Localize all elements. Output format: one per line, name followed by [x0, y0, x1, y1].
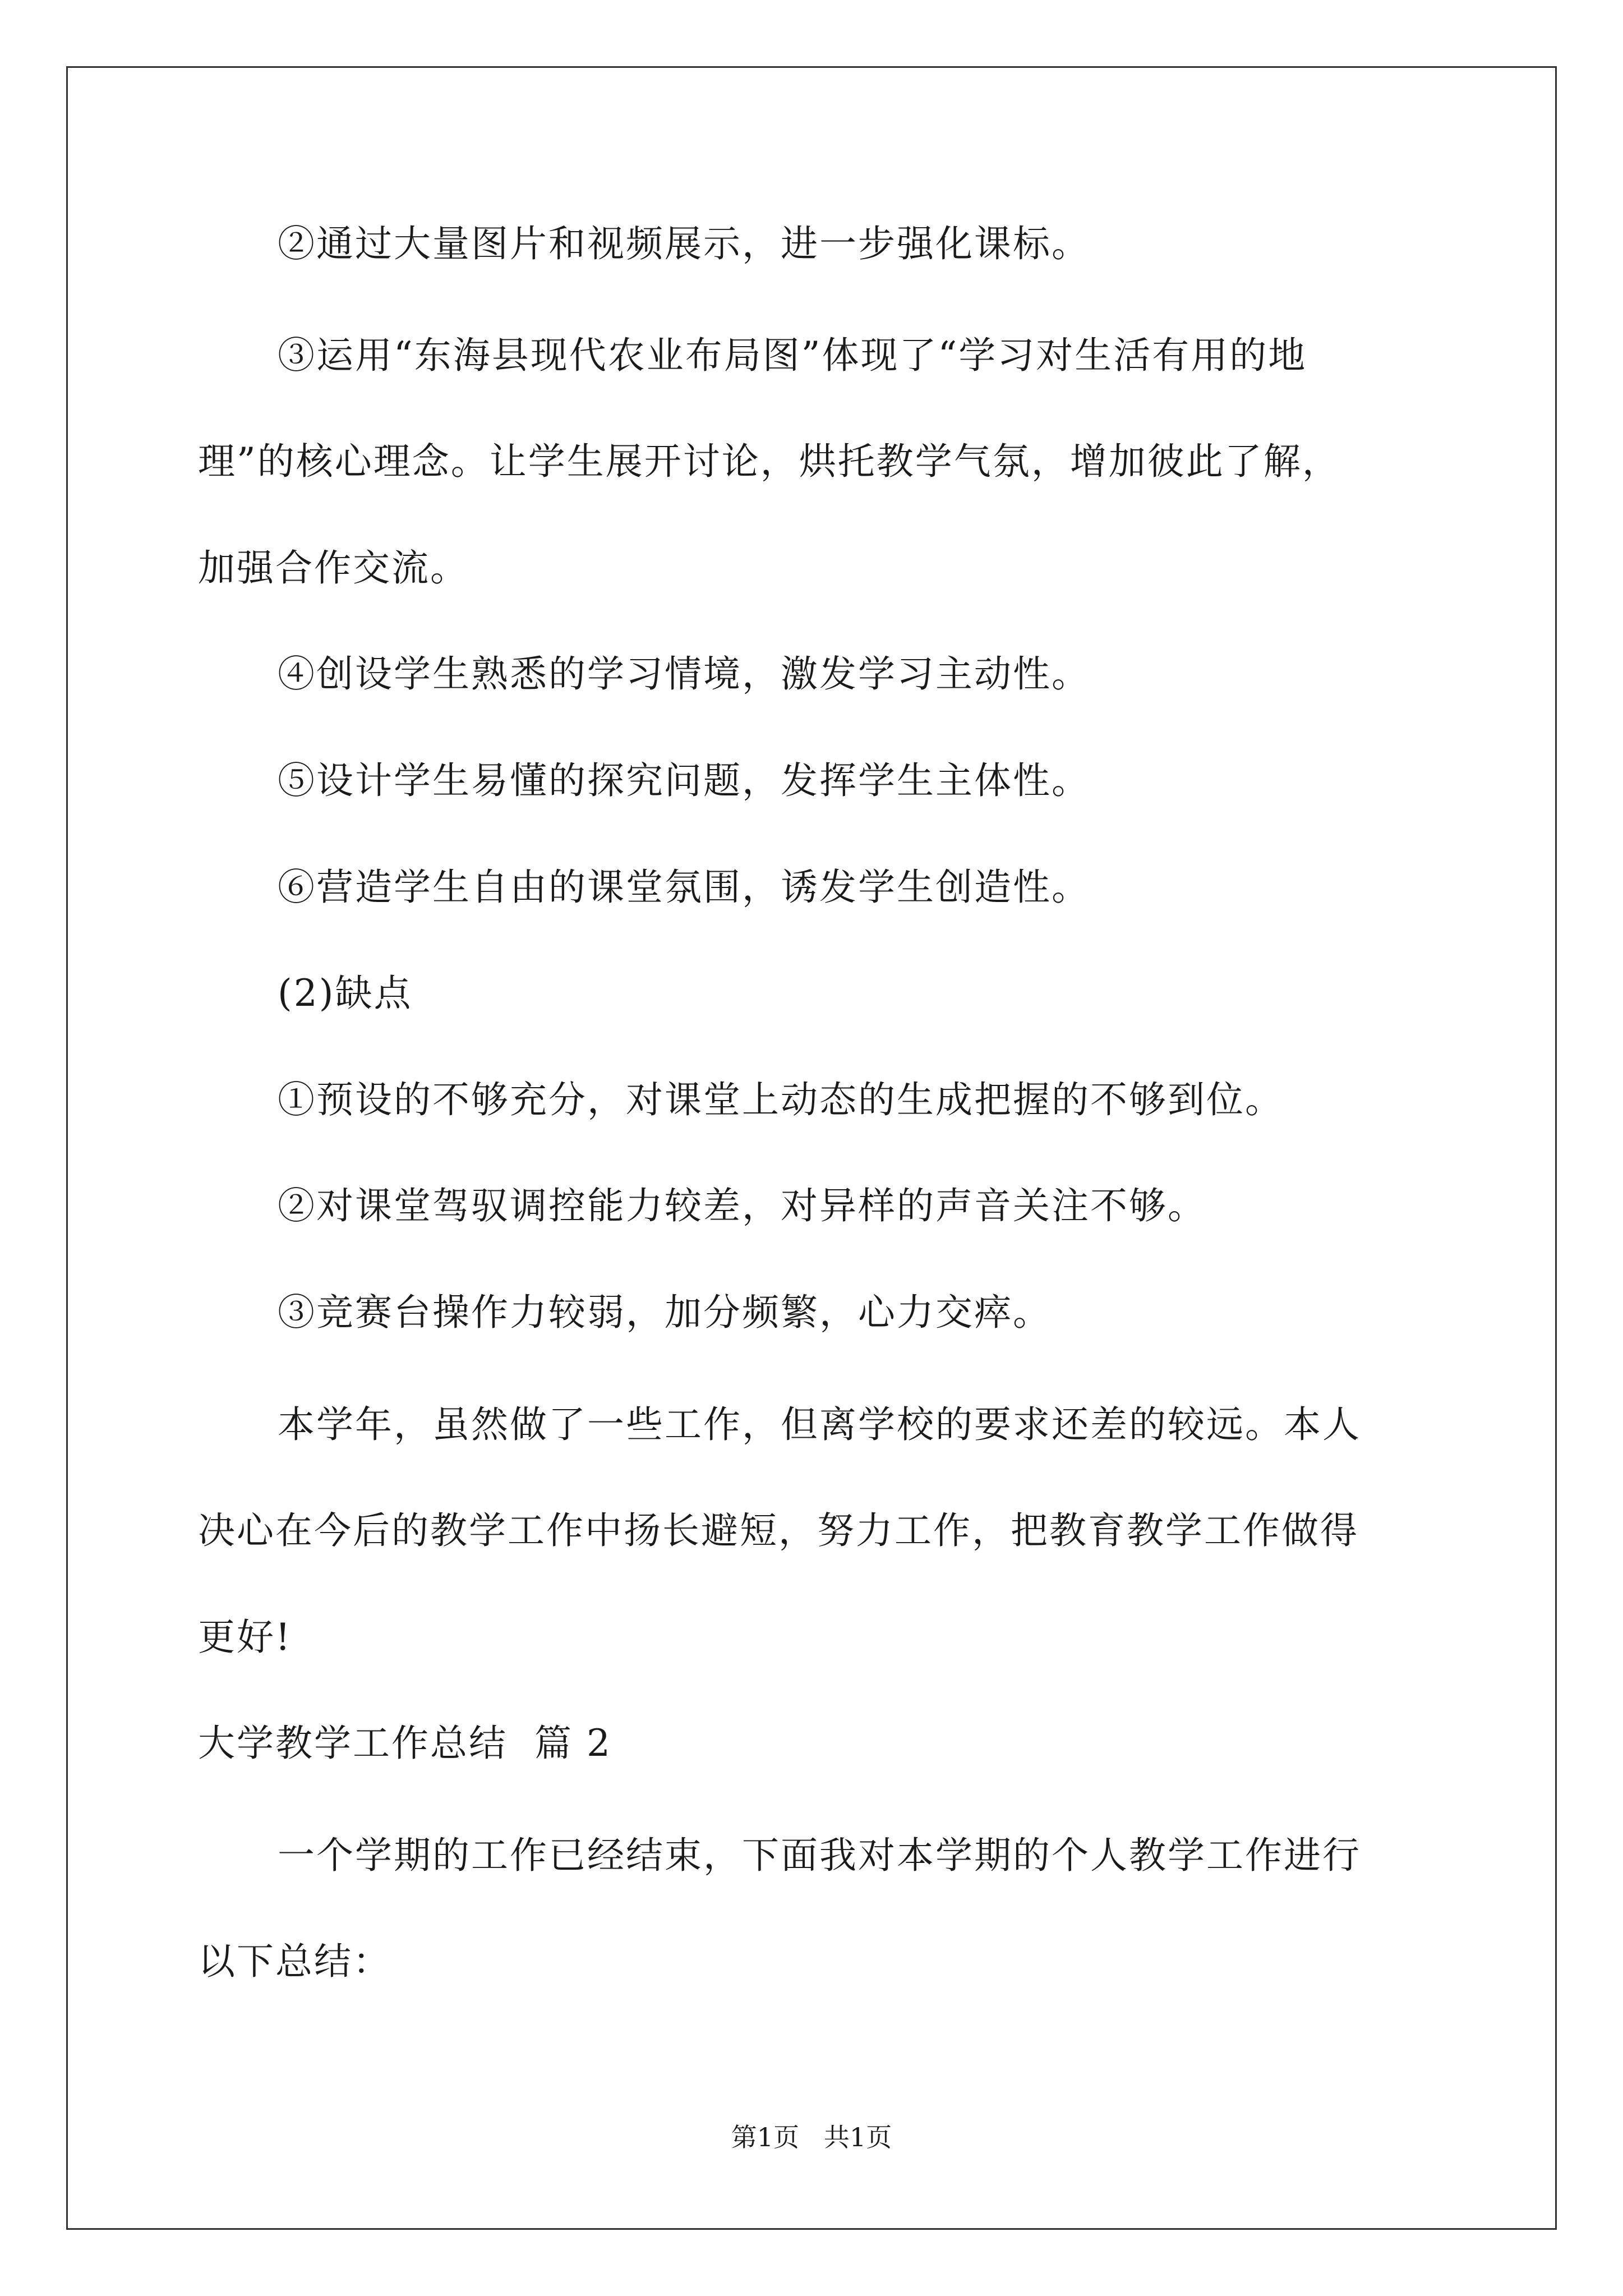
paragraph-line: ③运用“东海县现代农业布局图”体现了“学习对生活有用的地 — [278, 334, 1307, 377]
paragraph-line: 本学年，虽然做了一些工作，但离学校的要求还差的较远。本人 — [278, 1403, 1361, 1446]
paragraph-line: 加强合作交流。 — [198, 546, 469, 590]
paragraph-line: ①预设的不够充分，对课堂上动态的生成把握的不够到位。 — [278, 1078, 1284, 1121]
paragraph-line: 以下总结： — [198, 1940, 391, 1983]
paragraph-line: ⑥营造学生自由的课堂氛围，诱发学生创造性。 — [278, 866, 1090, 909]
paragraph-line: 决心在今后的教学工作中扬长避短，努力工作，把教育教学工作做得 — [198, 1509, 1359, 1552]
paragraph-line: 理”的核心理念。让学生展开讨论，烘托教学气氛，增加彼此了解， — [198, 440, 1341, 483]
paragraph-line: 更好! — [198, 1616, 292, 1659]
section-heading: (2)缺点 — [278, 972, 413, 1015]
page-footer: 第1页 共1页 — [731, 2122, 892, 2152]
page-border — [66, 66, 1557, 2230]
paragraph-line: 一个学期的工作已经结束，下面我对本学期的个人教学工作进行 — [278, 1834, 1361, 1877]
paragraph-line: ②通过大量图片和视频展示，进一步强化课标。 — [278, 222, 1090, 265]
paragraph-line: ⑤设计学生易懂的探究问题，发挥学生主体性。 — [278, 759, 1090, 802]
article-title: 大学教学工作总结 篇 2 — [198, 1722, 612, 1765]
paragraph-line: ②对课堂驾驭调控能力较差，对异样的声音关注不够。 — [278, 1184, 1206, 1227]
paragraph-line: ③竞赛台操作力较弱，加分频繁，心力交瘁。 — [278, 1291, 1052, 1334]
paragraph-line: ④创设学生熟悉的学习情境，激发学习主动性。 — [278, 652, 1090, 696]
